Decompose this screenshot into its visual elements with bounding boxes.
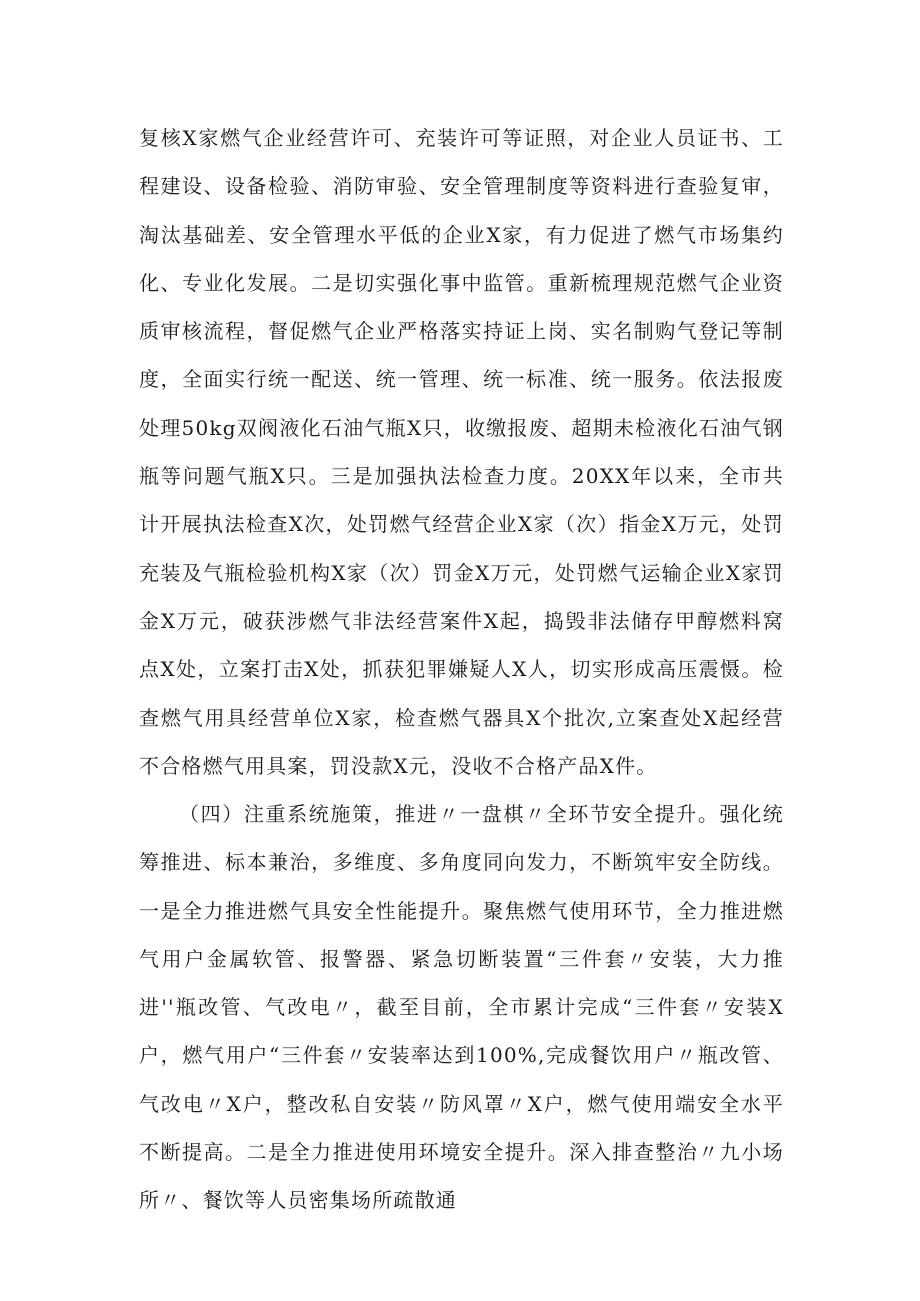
body-paragraph-2: （四）注重系统施策，推进〃一盘棋〃全环节安全提升。强化统筹推进、标本兼治，多维度、多角度同向发力，不断筑牢安全防线。一是全力推进燃气具安全性能提升。聚焦燃气使用环节，全力推进燃气用户金属软管、报警器、紧急切断装置“三件套〃安装，大力推进''瓶改管、气改电〃，截至目前，全市累计完成“三件套〃安装X户，燃气用户“三件套〃安装率达到100%,完成餐饮用户〃瓶改管、气改电〃X户，整改私自安装〃防风罩〃X户，燃气使用端安全水平不断提高。二是全力推进使用环境安全提升。深入排查整治〃九小场所〃、餐饮等人员密集场所疏散通 (139, 802, 784, 1213)
body-paragraph-1: 复核X家燃气企业经营许可、充装许可等证照，对企业人员证书、工程建设、设备检验、消防审验、安全管理制度等资料进行查验复审，淘汰基础差、安全管理水平低的企业X家，有力促进了燃气市场集约化、专业化发展。二是切实强化事中监管。重新梳理规范燃气企业资质审核流程，督促燃气企业严格落实持证上岗、实名制购气登记等制度，全面实行统一配送、统一管理、统一标准、统一服务。依法报废处理50kg双阀液化石油气瓶X只，收缴报废、超期未检液化石油气钢瓶等问题气瓶X只。三是加强执法检查力度。20XX年以来，全市共计开展执法检查X次，处罚燃气经营企业X家（次）指金X万元，处罚充装及气瓶检验机构X家（次）罚金X万元，处罚燃气运输企业X家罚金X万元，破获涉燃气非法经营案件X起，捣毁非法储存甲醇燃料窝点X处，立案打击X处，抓获犯罪嫌疑人X人，切实形成高压震慑。检查燃气用具经营单位X家，检查燃气器具X个批次,立案查处X起经营不合格燃气用具案，罚没款X元，没收不合格产品X件。 (139, 126, 784, 778)
